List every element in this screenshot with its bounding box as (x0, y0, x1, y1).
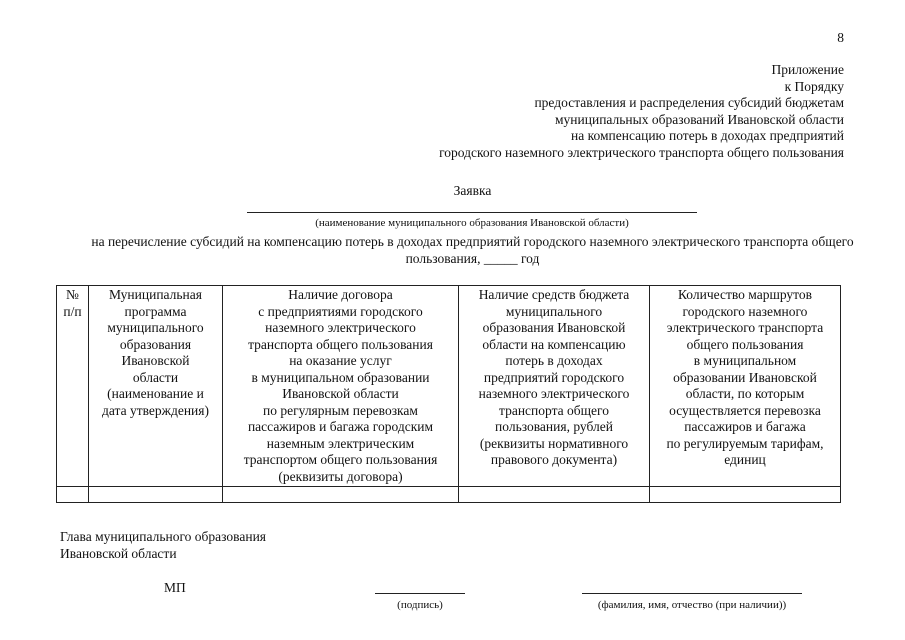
appendix-line: на компенсацию потерь в доходах предприятий (571, 128, 844, 143)
signature-caption: (подпись) (397, 599, 443, 611)
header-line: п/п (63, 303, 82, 319)
header-line: (наименование и (107, 386, 204, 401)
header-line: в муниципальном образовании (251, 369, 430, 385)
request-purpose: на перечисление субсидий на компенсацию потерь в доходах предприятий городского наземного электрического транспорта общего пользования, _____ год (91, 234, 854, 266)
header-routes (650, 286, 841, 487)
header-line: области, по которым (685, 386, 805, 401)
header-line: области (132, 369, 179, 385)
header-line: по регулярным перевозкам (263, 402, 418, 418)
signatory-title (60, 529, 266, 562)
header-line: транспортом общего пользования (243, 452, 438, 467)
header-line: потерь в доходах (505, 353, 603, 368)
header-line: программа (124, 303, 187, 319)
header-line: пассажиров и багажа городским (247, 419, 434, 434)
header-line: электрического транспорта (666, 320, 824, 335)
header-line: Ивановской (121, 353, 190, 368)
name-caption: (фамилия, имя, отчество (при наличии)) (597, 599, 787, 611)
municipality-caption: (наименование муниципального образования Ивановской области) (315, 217, 629, 229)
table-cell (650, 487, 841, 503)
header-line: транспорта общего (499, 402, 609, 418)
appendix-line: городского наземного электрического транспорта общего пользования (439, 144, 844, 160)
table-cell (57, 487, 89, 503)
header-line: Количество маршрутов (677, 287, 813, 302)
header-line: предприятий городского (483, 369, 625, 385)
header-line: муниципального (505, 303, 603, 319)
name-blank-line (582, 593, 802, 594)
appendix-line: Приложение (771, 62, 844, 77)
header-line: пассажиров и багажа (684, 419, 806, 434)
header-line: пользования, рублей (495, 419, 613, 434)
header-line: по регулируемым тарифам, (666, 435, 824, 451)
signatory-line: Ивановской области (60, 545, 177, 561)
table-cell (223, 487, 459, 503)
header-contract (223, 286, 459, 487)
header-line: с предприятиями городского (258, 303, 423, 319)
table-cell (89, 487, 223, 503)
header-line: Наличие договора (288, 287, 393, 302)
header-line: Ивановской области (282, 386, 399, 401)
appendix-line: предоставления и распределения субсидий бюджетам (534, 95, 844, 110)
header-line: единиц (724, 452, 766, 467)
header-budget (459, 286, 650, 487)
header-line: на оказание услуг (289, 353, 392, 368)
table-cell (459, 487, 650, 503)
header-line: наземного электрического (265, 320, 416, 335)
header-line: дата утверждения) (102, 402, 209, 418)
header-line: транспорта общего пользования (248, 336, 433, 352)
header-line: № (66, 287, 79, 302)
header-line: в муниципальном (693, 353, 797, 368)
header-number (57, 286, 89, 487)
header-line: правового документа) (490, 452, 618, 467)
header-line: муниципального (107, 320, 204, 335)
header-line: образовании Ивановской (673, 369, 817, 385)
signatory-line: Глава муниципального образования (60, 529, 267, 544)
header-line: осуществляется перевозка (669, 402, 821, 418)
header-line: наземного электрического (478, 386, 630, 401)
header-line: Наличие средств бюджета (478, 287, 630, 302)
page-number: 8 (837, 30, 844, 45)
header-line: Муниципальная (109, 287, 202, 302)
table-header-row (57, 286, 841, 487)
header-program (89, 286, 223, 487)
appendix-line: к Порядку (784, 78, 844, 94)
document-title: Заявка (453, 183, 492, 198)
header-line: области на компенсацию (482, 336, 626, 352)
request-table (56, 285, 841, 503)
header-line: наземным электрическим (266, 435, 415, 451)
header-line: (реквизиты нормативного (479, 435, 629, 451)
header-line: образования Ивановской (482, 320, 626, 335)
appendix-header (439, 62, 844, 161)
header-line: городского наземного (682, 303, 808, 319)
municipality-blank-line (247, 212, 697, 213)
header-line: (реквизиты договора) (278, 468, 403, 484)
table-row (57, 487, 841, 503)
header-line: общего пользования (686, 336, 804, 352)
appendix-line: муниципальных образований Ивановской области (555, 111, 844, 127)
stamp-label: МП (164, 580, 186, 595)
header-line: образования (119, 336, 192, 352)
signature-blank-line (375, 593, 465, 594)
